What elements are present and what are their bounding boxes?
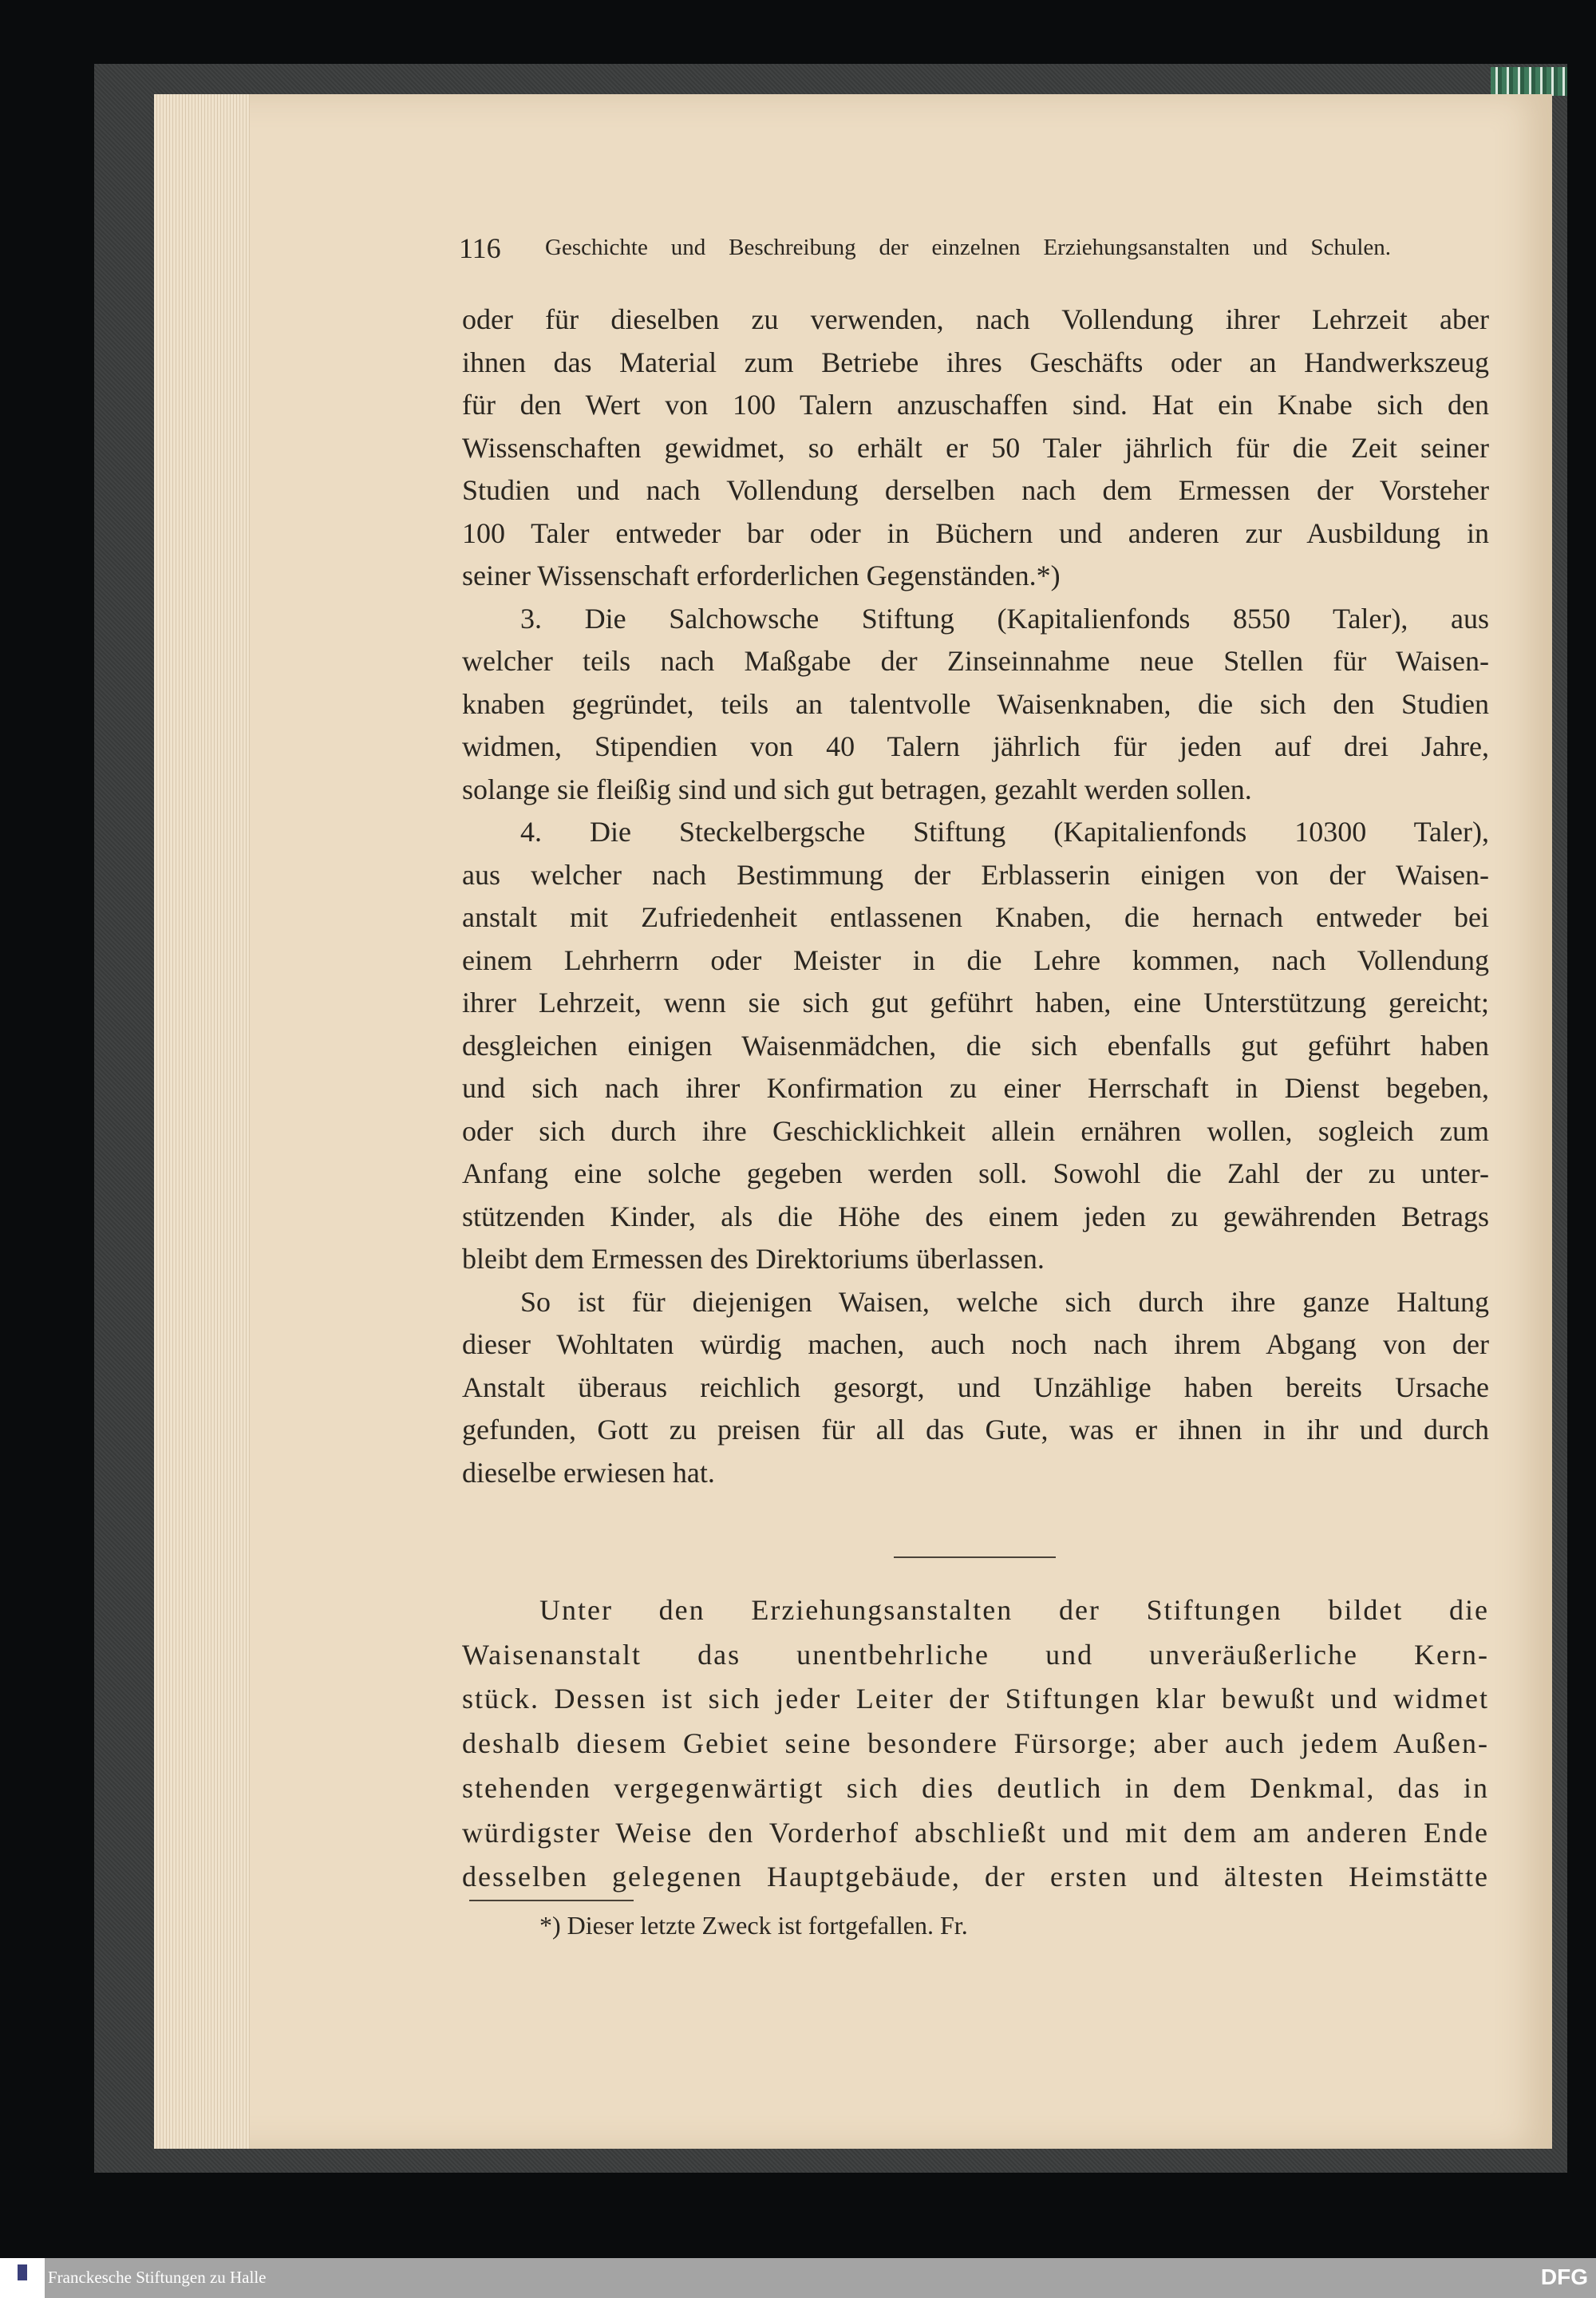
text-line: Wissenschaften gewidmet, so erhält er 50 Taler jährlich für die Zeit seiner xyxy=(462,431,1489,464)
text-line: Anfang eine solche gegeben werden soll. Sowohl die Zahl der zu unter- xyxy=(462,1157,1489,1189)
text-line: Anstalt überaus reichlich gesorgt, und Unzählige haben bereits Ursache xyxy=(462,1370,1489,1403)
text-line: 100 Taler entweder bar oder in Büchern und anderen zur Ausbildung in xyxy=(462,516,1489,549)
text-line: einem Lehrherrn oder Meister in die Lehre kommen, nach Vollendung xyxy=(462,943,1489,976)
text-line: oder sich durch ihre Geschicklichkeit allein ernähren wollen, sogleich zum xyxy=(462,1114,1489,1147)
text-line: desselben gelegenen Hauptgebäude, der ersten und ältesten Heimstätte xyxy=(462,1861,1489,1893)
text-line: seiner Wissenschaft erforderlichen Gegenständen.*) xyxy=(462,560,1061,591)
footnote-rule xyxy=(469,1900,634,1901)
text-line: desgleichen einigen Waisenmädchen, die sich ebenfalls gut geführt haben xyxy=(462,1029,1489,1062)
footnote: *) Dieser letzte Zweck ist fortgefallen. Fr. xyxy=(539,1911,968,1940)
text-line: widmen, Stipendien von 40 Talern jährlich für jeden auf drei Jahre, xyxy=(462,730,1489,762)
dfg-logo: DFG xyxy=(1540,2264,1588,2289)
text-line: stück. Dessen ist sich jeder Leiter der Stiftungen klar bewußt und widmet xyxy=(462,1683,1489,1715)
text-line: dieselbe erwiesen hat. xyxy=(462,1456,715,1489)
text-line: Waisenanstalt das unentbehrliche und unveräußerliche Kern- xyxy=(462,1638,1489,1671)
text-line: anstalt mit Zufriedenheit entlassenen Knaben, die hernach entweder bei xyxy=(462,901,1489,933)
text-line: aus welcher nach Bestimmung der Erblasserin einigen von der Waisen- xyxy=(462,858,1489,891)
text-line: welcher teils nach Maßgabe der Zinseinnahme neue Stellen für Waisen- xyxy=(462,645,1489,677)
text-line: Studien und nach Vollendung derselben nach dem Ermessen der Vorsteher xyxy=(462,474,1489,506)
text-line: für den Wert von 100 Talern anzuschaffen sind. Hat ein Knabe sich den xyxy=(462,389,1489,421)
text-line: solange sie fleißig sind und sich gut betragen, gezahlt werden sollen. xyxy=(462,773,1252,805)
text-line: dieser Wohltaten würdig machen, auch noch nach ihrem Abgang von der xyxy=(462,1328,1489,1360)
page-edges xyxy=(154,94,250,2149)
text-line: knaben gegründet, teils an talentvolle Waisenknaben, die sich den Studien xyxy=(462,687,1489,720)
page-number: 116 xyxy=(459,232,501,264)
text-line: oder für dieselben zu verwenden, nach Vollendung ihrer Lehrzeit aber xyxy=(462,303,1489,335)
institution-name: Franckesche Stiftungen zu Halle xyxy=(48,2268,267,2287)
text-line: stützenden Kinder, als die Höhe des einem jeden zu gewährenden Betrags xyxy=(462,1200,1489,1232)
text-line: stehenden vergegenwärtigt sich dies deutlich in dem Denkmal, das in xyxy=(462,1771,1489,1804)
text-line: ihrer Lehrzeit, wenn sie sich gut geführt haben, eine Unterstützung gereicht; xyxy=(462,987,1489,1018)
text-line: ihnen das Material zum Betriebe ihres Geschäfts oder an Handwerkszeug xyxy=(462,346,1489,378)
section-divider xyxy=(894,1556,1056,1558)
franckesche-logo-icon xyxy=(0,2258,45,2298)
text-line: 3. Die Salchowsche Stiftung (Kapitalienfonds 8550 Taler), aus xyxy=(520,602,1489,635)
text-line: deshalb diesem Gebiet seine besondere Fürsorge; aber auch jedem Außen- xyxy=(462,1727,1489,1760)
running-header: Geschichte und Beschreibung der einzelnen Erziehungsanstalten und Schulen. xyxy=(545,235,1391,260)
text-line: Unter den Erziehungsanstalten der Stiftungen bildet die xyxy=(539,1594,1489,1626)
footer-bar xyxy=(0,2258,1596,2298)
text-line: gefunden, Gott zu preisen für all das Gute, was er ihnen in ihr und durch xyxy=(462,1414,1489,1446)
text-line: und sich nach ihrer Konfirmation zu einer Herrschaft in Dienst begeben, xyxy=(462,1072,1489,1104)
text-line: würdigster Weise den Vorderhof abschließt und mit dem am anderen Ende xyxy=(462,1816,1489,1849)
text-line: So ist für diejenigen Waisen, welche sich durch ihre ganze Haltung xyxy=(520,1285,1489,1318)
bookmark-ribbon xyxy=(1491,67,1567,96)
text-line: bleibt dem Ermessen des Direktoriums überlassen. xyxy=(462,1243,1045,1275)
text-line: 4. Die Steckelbergsche Stiftung (Kapitalienfonds 10300 Taler), xyxy=(520,816,1489,848)
